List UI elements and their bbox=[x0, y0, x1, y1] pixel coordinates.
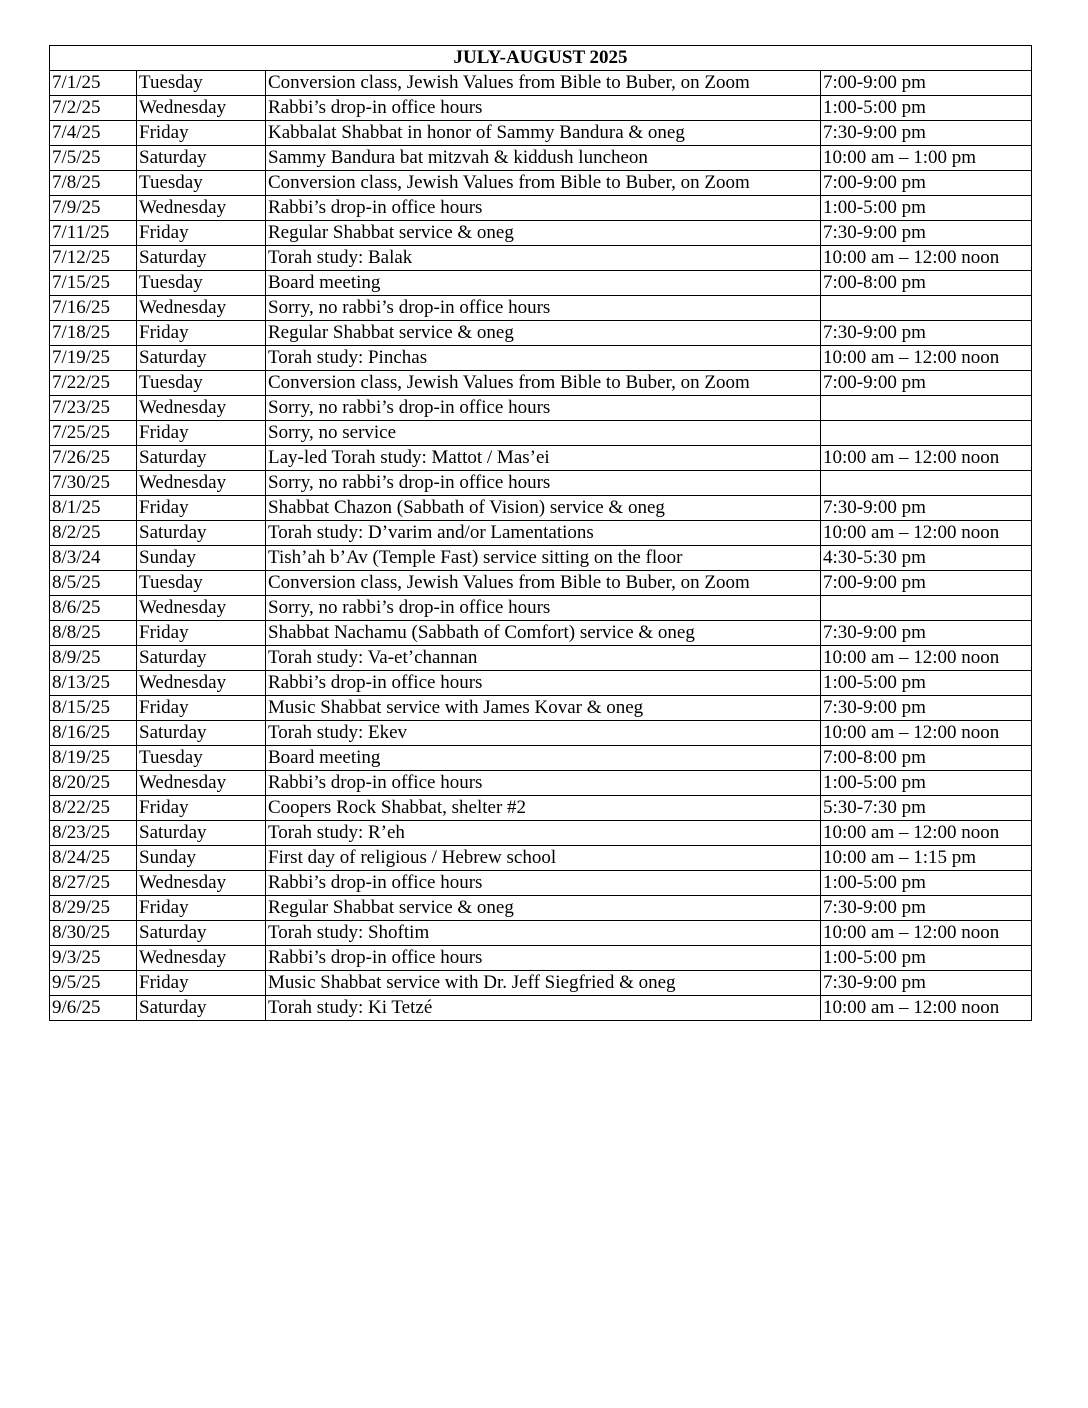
event-time-cell: 7:30-9:00 pm bbox=[821, 321, 1032, 346]
table-row bbox=[50, 971, 1032, 996]
event-date-cell: 8/19/25 bbox=[50, 746, 137, 771]
event-description-cell: Regular Shabbat service & oneg bbox=[266, 321, 821, 346]
event-date-cell: 7/2/25 bbox=[50, 96, 137, 121]
table-row bbox=[50, 146, 1032, 171]
event-time-cell: 10:00 am – 12:00 noon bbox=[821, 821, 1032, 846]
event-day-cell: Saturday bbox=[137, 246, 266, 271]
event-date-cell: 8/24/25 bbox=[50, 846, 137, 871]
event-time-cell: 4:30-5:30 pm bbox=[821, 546, 1032, 571]
table-row bbox=[50, 521, 1032, 546]
event-day-cell: Friday bbox=[137, 321, 266, 346]
event-date-cell: 7/8/25 bbox=[50, 171, 137, 196]
event-time-cell: 10:00 am – 12:00 noon bbox=[821, 646, 1032, 671]
table-row bbox=[50, 921, 1032, 946]
event-date-cell: 7/1/25 bbox=[50, 71, 137, 96]
event-day-cell: Saturday bbox=[137, 646, 266, 671]
table-row bbox=[50, 396, 1032, 421]
table-row bbox=[50, 671, 1032, 696]
event-day-cell: Friday bbox=[137, 221, 266, 246]
event-day-cell: Tuesday bbox=[137, 746, 266, 771]
event-calendar-table bbox=[49, 45, 1032, 1021]
table-row bbox=[50, 246, 1032, 271]
event-time-cell bbox=[821, 596, 1032, 621]
event-time-cell: 7:30-9:00 pm bbox=[821, 496, 1032, 521]
table-row bbox=[50, 471, 1032, 496]
table-row bbox=[50, 121, 1032, 146]
table-row bbox=[50, 746, 1032, 771]
event-date-cell: 8/22/25 bbox=[50, 796, 137, 821]
event-day-cell: Friday bbox=[137, 971, 266, 996]
event-time-cell bbox=[821, 396, 1032, 421]
event-date-cell: 8/1/25 bbox=[50, 496, 137, 521]
event-day-cell: Tuesday bbox=[137, 571, 266, 596]
event-date-cell: 8/2/25 bbox=[50, 521, 137, 546]
event-day-cell: Saturday bbox=[137, 996, 266, 1021]
event-date-cell: 8/27/25 bbox=[50, 871, 137, 896]
event-description-cell: First day of religious / Hebrew school bbox=[266, 846, 821, 871]
event-description-cell: Regular Shabbat service & oneg bbox=[266, 221, 821, 246]
event-description-cell: Sorry, no rabbi’s drop-in office hours bbox=[266, 471, 821, 496]
event-date-cell: 8/9/25 bbox=[50, 646, 137, 671]
event-date-cell: 7/4/25 bbox=[50, 121, 137, 146]
event-date-cell: 7/22/25 bbox=[50, 371, 137, 396]
event-description-cell: Rabbi’s drop-in office hours bbox=[266, 96, 821, 121]
event-description-cell: Kabbalat Shabbat in honor of Sammy Bandura & oneg bbox=[266, 121, 821, 146]
event-day-cell: Friday bbox=[137, 121, 266, 146]
event-day-cell: Wednesday bbox=[137, 196, 266, 221]
event-time-cell: 1:00-5:00 pm bbox=[821, 196, 1032, 221]
event-description-cell: Conversion class, Jewish Values from Bible to Buber, on Zoom bbox=[266, 571, 821, 596]
table-row bbox=[50, 421, 1032, 446]
event-time-cell: 7:00-9:00 pm bbox=[821, 171, 1032, 196]
event-time-cell: 10:00 am – 12:00 noon bbox=[821, 346, 1032, 371]
event-date-cell: 8/30/25 bbox=[50, 921, 137, 946]
event-description-cell: Rabbi’s drop-in office hours bbox=[266, 196, 821, 221]
event-description-cell: Rabbi’s drop-in office hours bbox=[266, 671, 821, 696]
table-row bbox=[50, 96, 1032, 121]
event-date-cell: 8/16/25 bbox=[50, 721, 137, 746]
table-row bbox=[50, 771, 1032, 796]
event-time-cell: 10:00 am – 12:00 noon bbox=[821, 446, 1032, 471]
event-description-cell: Rabbi’s drop-in office hours bbox=[266, 771, 821, 796]
event-description-cell: Conversion class, Jewish Values from Bible to Buber, on Zoom bbox=[266, 371, 821, 396]
event-description-cell: Conversion class, Jewish Values from Bible to Buber, on Zoom bbox=[266, 171, 821, 196]
event-description-cell: Torah study: Shoftim bbox=[266, 921, 821, 946]
event-time-cell bbox=[821, 296, 1032, 321]
event-day-cell: Friday bbox=[137, 496, 266, 521]
event-time-cell: 10:00 am – 12:00 noon bbox=[821, 921, 1032, 946]
event-date-cell: 8/29/25 bbox=[50, 896, 137, 921]
event-description-cell: Music Shabbat service with Dr. Jeff Siegfried & oneg bbox=[266, 971, 821, 996]
calendar-page bbox=[49, 45, 1031, 1021]
event-time-cell: 7:00-9:00 pm bbox=[821, 71, 1032, 96]
event-date-cell: 9/5/25 bbox=[50, 971, 137, 996]
event-description-cell: Regular Shabbat service & oneg bbox=[266, 896, 821, 921]
event-day-cell: Saturday bbox=[137, 921, 266, 946]
event-time-cell: 7:30-9:00 pm bbox=[821, 621, 1032, 646]
event-date-cell: 7/16/25 bbox=[50, 296, 137, 321]
event-day-cell: Friday bbox=[137, 421, 266, 446]
table-row bbox=[50, 496, 1032, 521]
event-time-cell: 7:30-9:00 pm bbox=[821, 696, 1032, 721]
event-description-cell: Rabbi’s drop-in office hours bbox=[266, 946, 821, 971]
table-row bbox=[50, 796, 1032, 821]
event-description-cell: Music Shabbat service with James Kovar & oneg bbox=[266, 696, 821, 721]
event-description-cell: Torah study: D’varim and/or Lamentations bbox=[266, 521, 821, 546]
event-day-cell: Saturday bbox=[137, 146, 266, 171]
event-date-cell: 7/18/25 bbox=[50, 321, 137, 346]
event-day-cell: Saturday bbox=[137, 721, 266, 746]
event-time-cell: 7:00-8:00 pm bbox=[821, 746, 1032, 771]
event-description-cell: Board meeting bbox=[266, 271, 821, 296]
table-row bbox=[50, 621, 1032, 646]
event-date-cell: 7/26/25 bbox=[50, 446, 137, 471]
event-date-cell: 8/5/25 bbox=[50, 571, 137, 596]
event-date-cell: 8/8/25 bbox=[50, 621, 137, 646]
table-row bbox=[50, 696, 1032, 721]
event-day-cell: Saturday bbox=[137, 346, 266, 371]
event-description-cell: Torah study: R’eh bbox=[266, 821, 821, 846]
table-row bbox=[50, 846, 1032, 871]
event-day-cell: Wednesday bbox=[137, 671, 266, 696]
event-day-cell: Friday bbox=[137, 621, 266, 646]
event-time-cell: 7:30-9:00 pm bbox=[821, 896, 1032, 921]
event-time-cell: 10:00 am – 1:00 pm bbox=[821, 146, 1032, 171]
event-description-cell: Rabbi’s drop-in office hours bbox=[266, 871, 821, 896]
event-date-cell: 7/19/25 bbox=[50, 346, 137, 371]
event-description-cell: Board meeting bbox=[266, 746, 821, 771]
event-time-cell: 5:30-7:30 pm bbox=[821, 796, 1032, 821]
event-description-cell: Torah study: Va-et’channan bbox=[266, 646, 821, 671]
event-date-cell: 7/9/25 bbox=[50, 196, 137, 221]
table-row bbox=[50, 71, 1032, 96]
event-time-cell: 1:00-5:00 pm bbox=[821, 671, 1032, 696]
table-row bbox=[50, 721, 1032, 746]
event-date-cell: 7/5/25 bbox=[50, 146, 137, 171]
event-date-cell: 7/23/25 bbox=[50, 396, 137, 421]
event-day-cell: Tuesday bbox=[137, 71, 266, 96]
event-day-cell: Tuesday bbox=[137, 371, 266, 396]
event-day-cell: Saturday bbox=[137, 821, 266, 846]
event-description-cell: Sorry, no rabbi’s drop-in office hours bbox=[266, 596, 821, 621]
calendar-rows bbox=[50, 71, 1032, 1021]
event-day-cell: Wednesday bbox=[137, 396, 266, 421]
table-row bbox=[50, 821, 1032, 846]
event-description-cell: Conversion class, Jewish Values from Bible to Buber, on Zoom bbox=[266, 71, 821, 96]
event-date-cell: 7/30/25 bbox=[50, 471, 137, 496]
event-day-cell: Wednesday bbox=[137, 596, 266, 621]
table-row bbox=[50, 171, 1032, 196]
event-day-cell: Friday bbox=[137, 796, 266, 821]
event-description-cell: Torah study: Pinchas bbox=[266, 346, 821, 371]
event-date-cell: 7/25/25 bbox=[50, 421, 137, 446]
event-day-cell: Saturday bbox=[137, 521, 266, 546]
event-day-cell: Friday bbox=[137, 896, 266, 921]
table-row bbox=[50, 446, 1032, 471]
table-row bbox=[50, 321, 1032, 346]
event-time-cell bbox=[821, 421, 1032, 446]
table-row bbox=[50, 296, 1032, 321]
event-time-cell: 7:30-9:00 pm bbox=[821, 971, 1032, 996]
event-day-cell: Sunday bbox=[137, 846, 266, 871]
table-row bbox=[50, 596, 1032, 621]
event-date-cell: 8/15/25 bbox=[50, 696, 137, 721]
title-row bbox=[50, 46, 1032, 71]
event-description-cell: Shabbat Nachamu (Sabbath of Comfort) service & oneg bbox=[266, 621, 821, 646]
event-date-cell: 7/11/25 bbox=[50, 221, 137, 246]
event-day-cell: Saturday bbox=[137, 446, 266, 471]
event-description-cell: Sorry, no rabbi’s drop-in office hours bbox=[266, 296, 821, 321]
event-date-cell: 8/13/25 bbox=[50, 671, 137, 696]
event-description-cell: Torah study: Balak bbox=[266, 246, 821, 271]
event-date-cell: 7/15/25 bbox=[50, 271, 137, 296]
event-day-cell: Tuesday bbox=[137, 271, 266, 296]
table-row bbox=[50, 896, 1032, 921]
calendar-title: JULY-AUGUST 2025 bbox=[50, 46, 1032, 71]
event-day-cell: Wednesday bbox=[137, 871, 266, 896]
event-description-cell: Shabbat Chazon (Sabbath of Vision) service & oneg bbox=[266, 496, 821, 521]
event-day-cell: Sunday bbox=[137, 546, 266, 571]
table-row bbox=[50, 346, 1032, 371]
event-description-cell: Tish’ah b’Av (Temple Fast) service sitting on the floor bbox=[266, 546, 821, 571]
event-time-cell: 1:00-5:00 pm bbox=[821, 871, 1032, 896]
event-date-cell: 9/6/25 bbox=[50, 996, 137, 1021]
event-time-cell: 1:00-5:00 pm bbox=[821, 96, 1032, 121]
table-row bbox=[50, 371, 1032, 396]
table-row bbox=[50, 871, 1032, 896]
table-row bbox=[50, 571, 1032, 596]
event-day-cell: Tuesday bbox=[137, 171, 266, 196]
event-description-cell: Sammy Bandura bat mitzvah & kiddush luncheon bbox=[266, 146, 821, 171]
event-date-cell: 8/20/25 bbox=[50, 771, 137, 796]
table-row bbox=[50, 646, 1032, 671]
event-time-cell: 10:00 am – 12:00 noon bbox=[821, 246, 1032, 271]
event-time-cell bbox=[821, 471, 1032, 496]
event-day-cell: Wednesday bbox=[137, 471, 266, 496]
event-time-cell: 7:30-9:00 pm bbox=[821, 121, 1032, 146]
event-day-cell: Wednesday bbox=[137, 96, 266, 121]
event-description-cell: Sorry, no service bbox=[266, 421, 821, 446]
table-row bbox=[50, 271, 1032, 296]
event-description-cell: Lay-led Torah study: Mattot / Mas’ei bbox=[266, 446, 821, 471]
event-day-cell: Wednesday bbox=[137, 296, 266, 321]
event-time-cell: 10:00 am – 12:00 noon bbox=[821, 996, 1032, 1021]
event-time-cell: 7:00-9:00 pm bbox=[821, 571, 1032, 596]
event-date-cell: 8/6/25 bbox=[50, 596, 137, 621]
table-row bbox=[50, 221, 1032, 246]
event-time-cell: 1:00-5:00 pm bbox=[821, 946, 1032, 971]
event-day-cell: Wednesday bbox=[137, 946, 266, 971]
event-time-cell: 10:00 am – 12:00 noon bbox=[821, 521, 1032, 546]
event-time-cell: 10:00 am – 1:15 pm bbox=[821, 846, 1032, 871]
event-time-cell: 7:30-9:00 pm bbox=[821, 221, 1032, 246]
event-date-cell: 7/12/25 bbox=[50, 246, 137, 271]
event-time-cell: 7:00-8:00 pm bbox=[821, 271, 1032, 296]
event-day-cell: Wednesday bbox=[137, 771, 266, 796]
table-row bbox=[50, 946, 1032, 971]
event-date-cell: 8/23/25 bbox=[50, 821, 137, 846]
event-description-cell: Torah study: Ekev bbox=[266, 721, 821, 746]
event-date-cell: 9/3/25 bbox=[50, 946, 137, 971]
event-date-cell: 8/3/24 bbox=[50, 546, 137, 571]
event-day-cell: Friday bbox=[137, 696, 266, 721]
table-row bbox=[50, 996, 1032, 1021]
event-time-cell: 10:00 am – 12:00 noon bbox=[821, 721, 1032, 746]
event-time-cell: 7:00-9:00 pm bbox=[821, 371, 1032, 396]
event-description-cell: Torah study: Ki Tetzé bbox=[266, 996, 821, 1021]
table-row bbox=[50, 546, 1032, 571]
event-description-cell: Sorry, no rabbi’s drop-in office hours bbox=[266, 396, 821, 421]
event-description-cell: Coopers Rock Shabbat, shelter #2 bbox=[266, 796, 821, 821]
table-row bbox=[50, 196, 1032, 221]
event-time-cell: 1:00-5:00 pm bbox=[821, 771, 1032, 796]
